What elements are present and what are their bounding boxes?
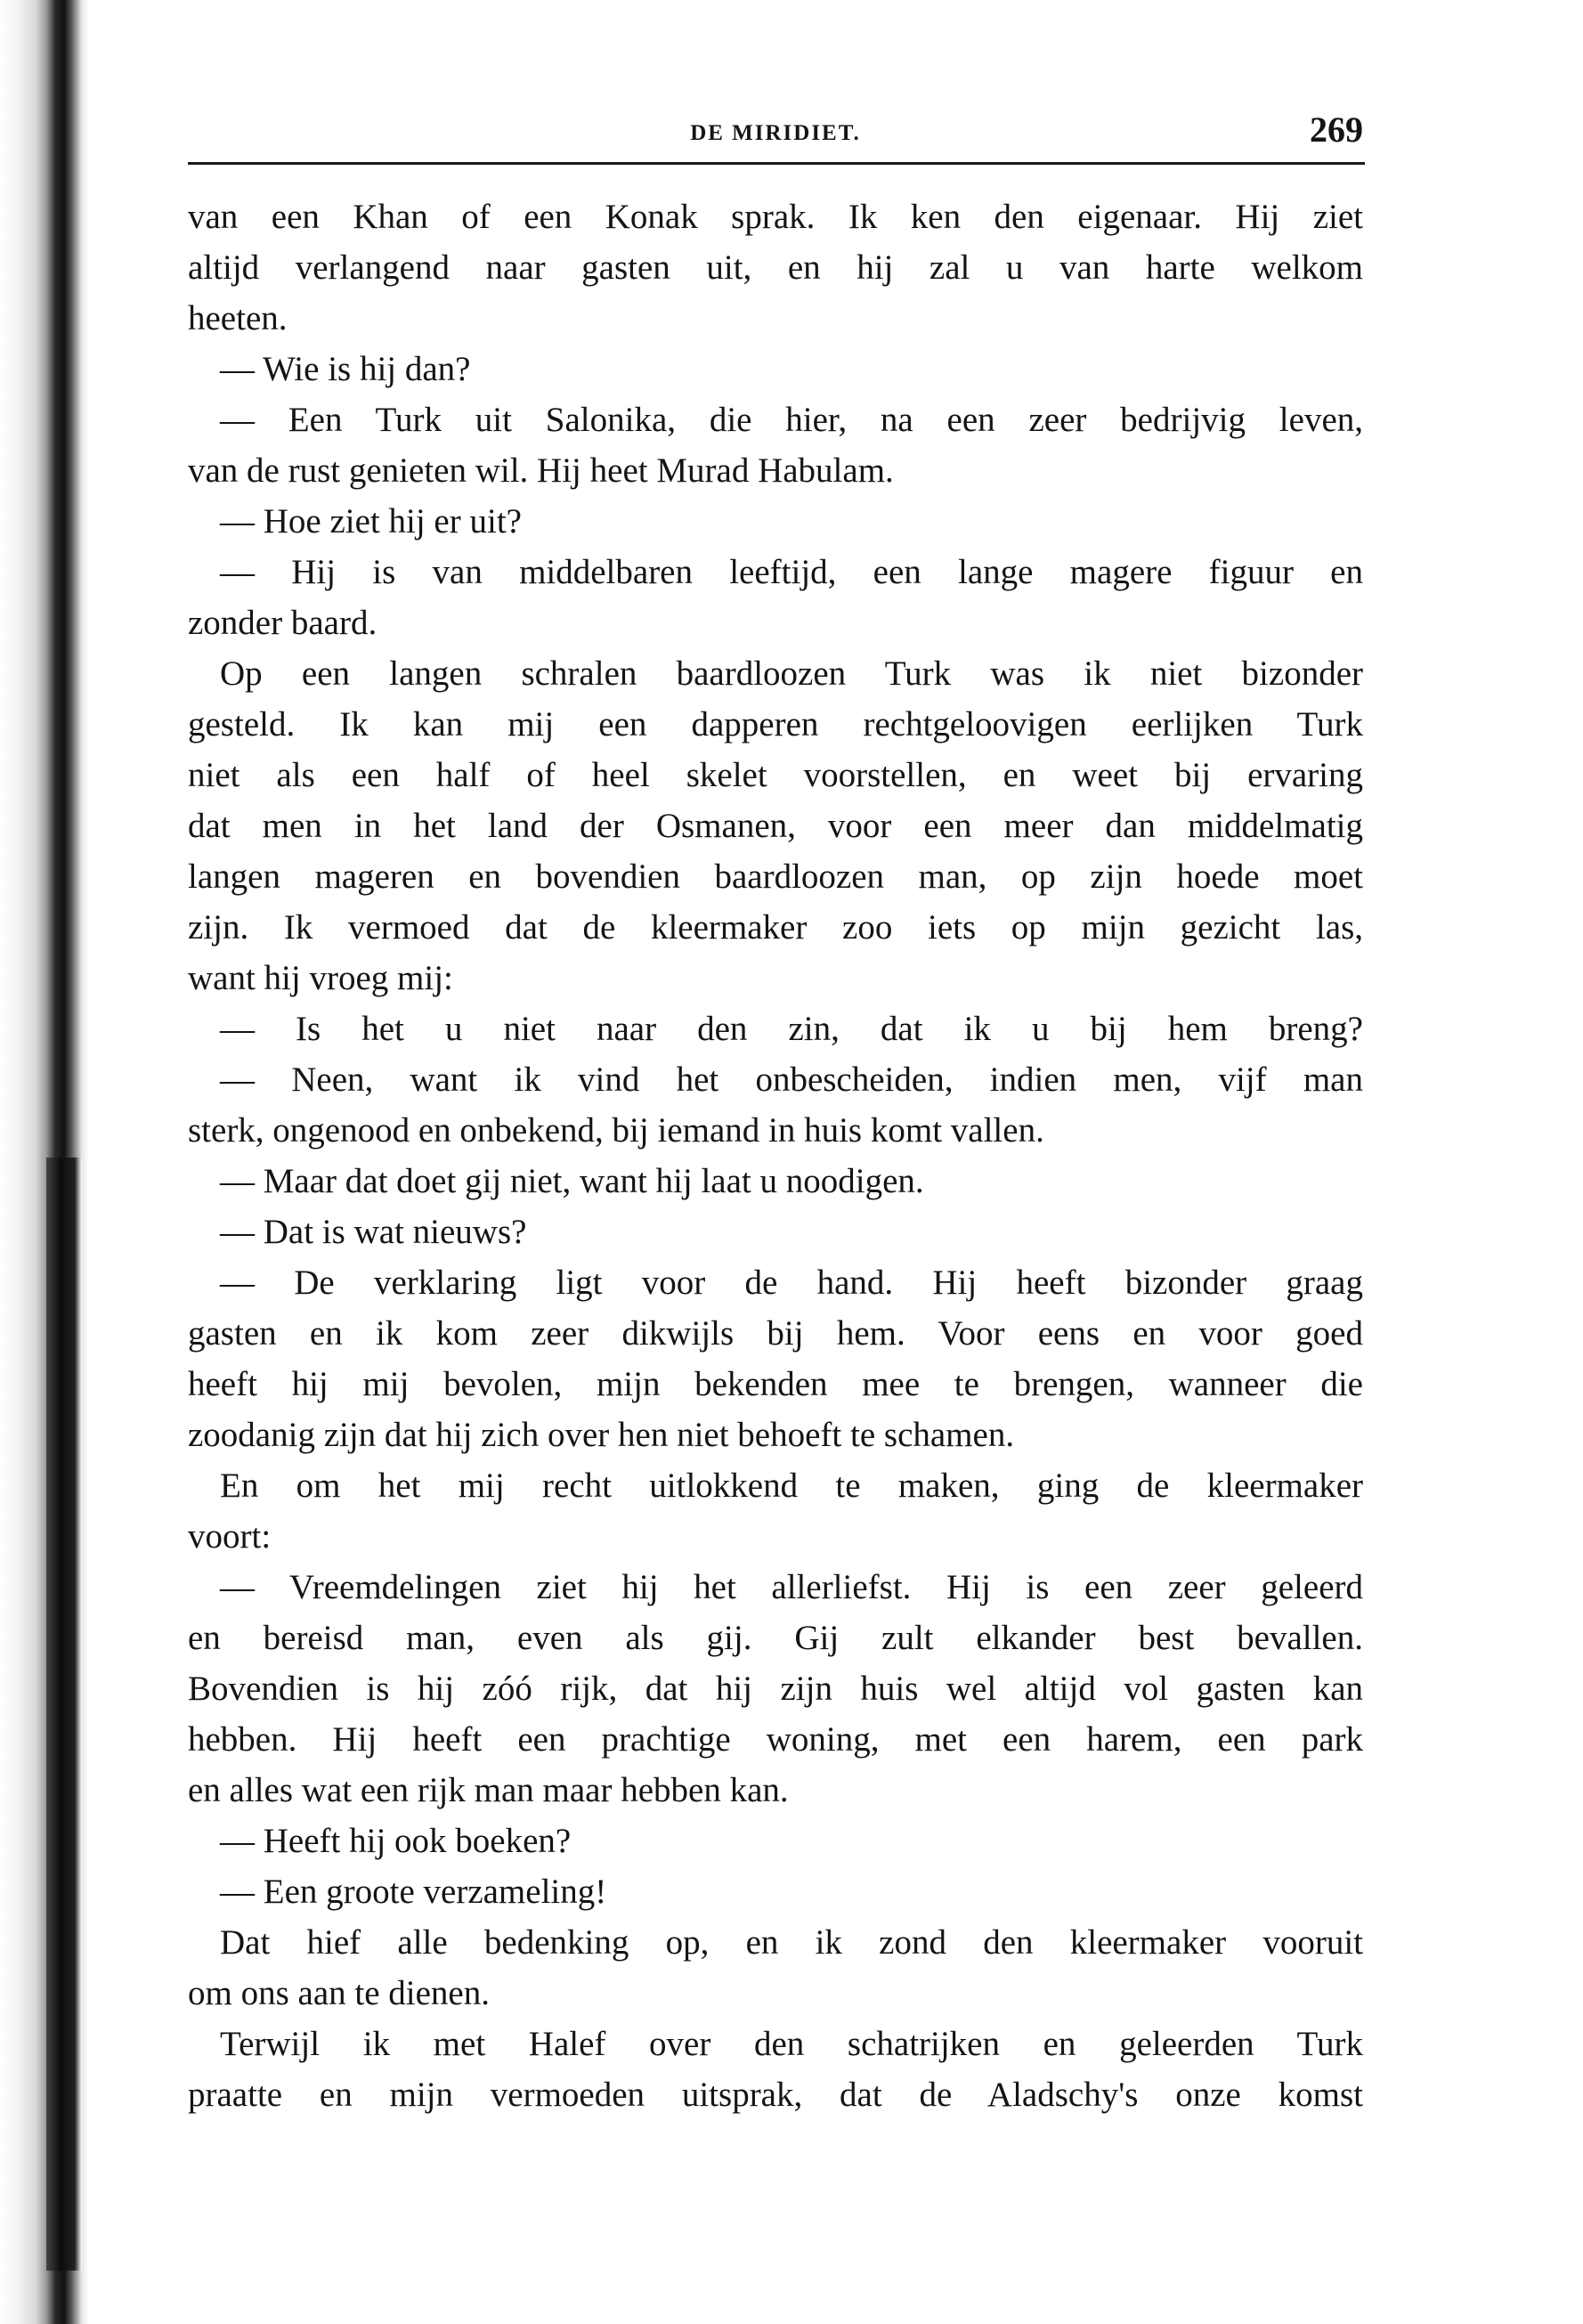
- text-line: zonder baard.: [188, 604, 377, 642]
- text-line: van de rust genieten wil. Hij heet Murad Habulam.: [188, 451, 894, 490]
- text-line: niet als een half of heel skelet voorstellen, en weet bij ervaring: [188, 756, 1363, 794]
- text-line: sterk, ongenood en onbekend, bij iemand in huis komt vallen.: [188, 1111, 1044, 1150]
- text-line: — De verklaring ligt voor de hand. Hij heeft bizonder graag: [220, 1264, 1363, 1302]
- text-line: En om het mij recht uitlokkend te maken, ging de kleermaker: [220, 1467, 1363, 1505]
- text-line: gasten en ik kom zeer dikwijls bij hem. Voor eens en voor goed: [188, 1314, 1363, 1353]
- text-line: heeft hij mij bevolen, mijn bekenden mee te brengen, wanneer die: [188, 1365, 1363, 1403]
- text-line: — Een groote verzameling!: [220, 1873, 607, 1911]
- text-line: Terwijl ik met Halef over den schatrijken en geleerden Turk: [220, 2025, 1363, 2063]
- text-line: Bovendien is hij zóó rijk, dat hij zijn huis wel altijd vol gasten kan: [188, 1670, 1363, 1708]
- text-line: Op een langen schralen baardloozen Turk was ik niet bizonder: [220, 654, 1363, 693]
- text-line: — Vreemdelingen ziet hij het allerliefst. Hij is een zeer geleerd: [220, 1568, 1363, 1606]
- text-line: praatte en mijn vermoeden uitsprak, dat de Aladschy's onze komst: [188, 2076, 1363, 2114]
- text-line: voort:: [188, 1517, 272, 1556]
- book-binding-edge: [46, 1158, 82, 2271]
- text-line: — Wie is hij dan?: [220, 350, 471, 388]
- text-line: altijd verlangend naar gasten uit, en hij zal u van harte welkom: [188, 248, 1363, 287]
- text-line: van een Khan of een Konak sprak. Ik ken den eigenaar. Hij ziet: [188, 198, 1363, 236]
- text-line: Dat hief alle bedenking op, en ik zond den kleermaker vooruit: [220, 1923, 1363, 1962]
- text-line: — Maar dat doet gij niet, want hij laat u noodigen.: [220, 1162, 924, 1200]
- text-line: dat men in het land der Osmanen, voor een meer dan middelmatig: [188, 807, 1363, 845]
- text-line: en bereisd man, even als gij. Gij zult elkander best bevallen.: [188, 1619, 1363, 1657]
- text-line: — Is het u niet naar den zin, dat ik u bij hem breng?: [220, 1010, 1363, 1048]
- text-line: en alles wat een rijk man maar hebben kan.: [188, 1771, 789, 1809]
- header-rule: [188, 162, 1365, 165]
- text-line: heeten.: [188, 299, 288, 337]
- text-line: — Hij is van middelbaren leeftijd, een lange magere figuur en: [220, 553, 1363, 591]
- text-line: — Neen, want ik vind het onbescheiden, indien men, vijf man: [220, 1060, 1363, 1099]
- text-line: langen mageren en bovendien baardloozen man, op zijn hoede moet: [188, 857, 1363, 896]
- text-line: — Een Turk uit Salonika, die hier, na een zeer bedrijvig leven,: [220, 401, 1363, 439]
- text-line: — Heeft hij ook boeken?: [220, 1822, 572, 1860]
- page-number: 269: [1310, 110, 1363, 150]
- text-line: hebben. Hij heeft een prachtige woning, met een harem, een park: [188, 1720, 1363, 1759]
- text-line: zijn. Ik vermoed dat de kleermaker zoo iets op mijn gezicht las,: [188, 908, 1363, 947]
- text-line: — Hoe ziet hij er uit?: [220, 502, 522, 540]
- body-text: [188, 191, 1363, 2120]
- running-title: DE MIRIDIET.: [690, 121, 861, 145]
- text-line: — Dat is wat nieuws?: [220, 1213, 527, 1251]
- text-line: om ons aan te dienen.: [188, 1974, 490, 2012]
- text-line: want hij vroeg mij:: [188, 959, 453, 997]
- page-header: [188, 109, 1363, 153]
- text-line: gesteld. Ik kan mij een dapperen rechtgeloovigen eerlijken Turk: [188, 705, 1363, 744]
- text-line: zoodanig zijn dat hij zich over hen niet behoeft te schamen.: [188, 1416, 1015, 1454]
